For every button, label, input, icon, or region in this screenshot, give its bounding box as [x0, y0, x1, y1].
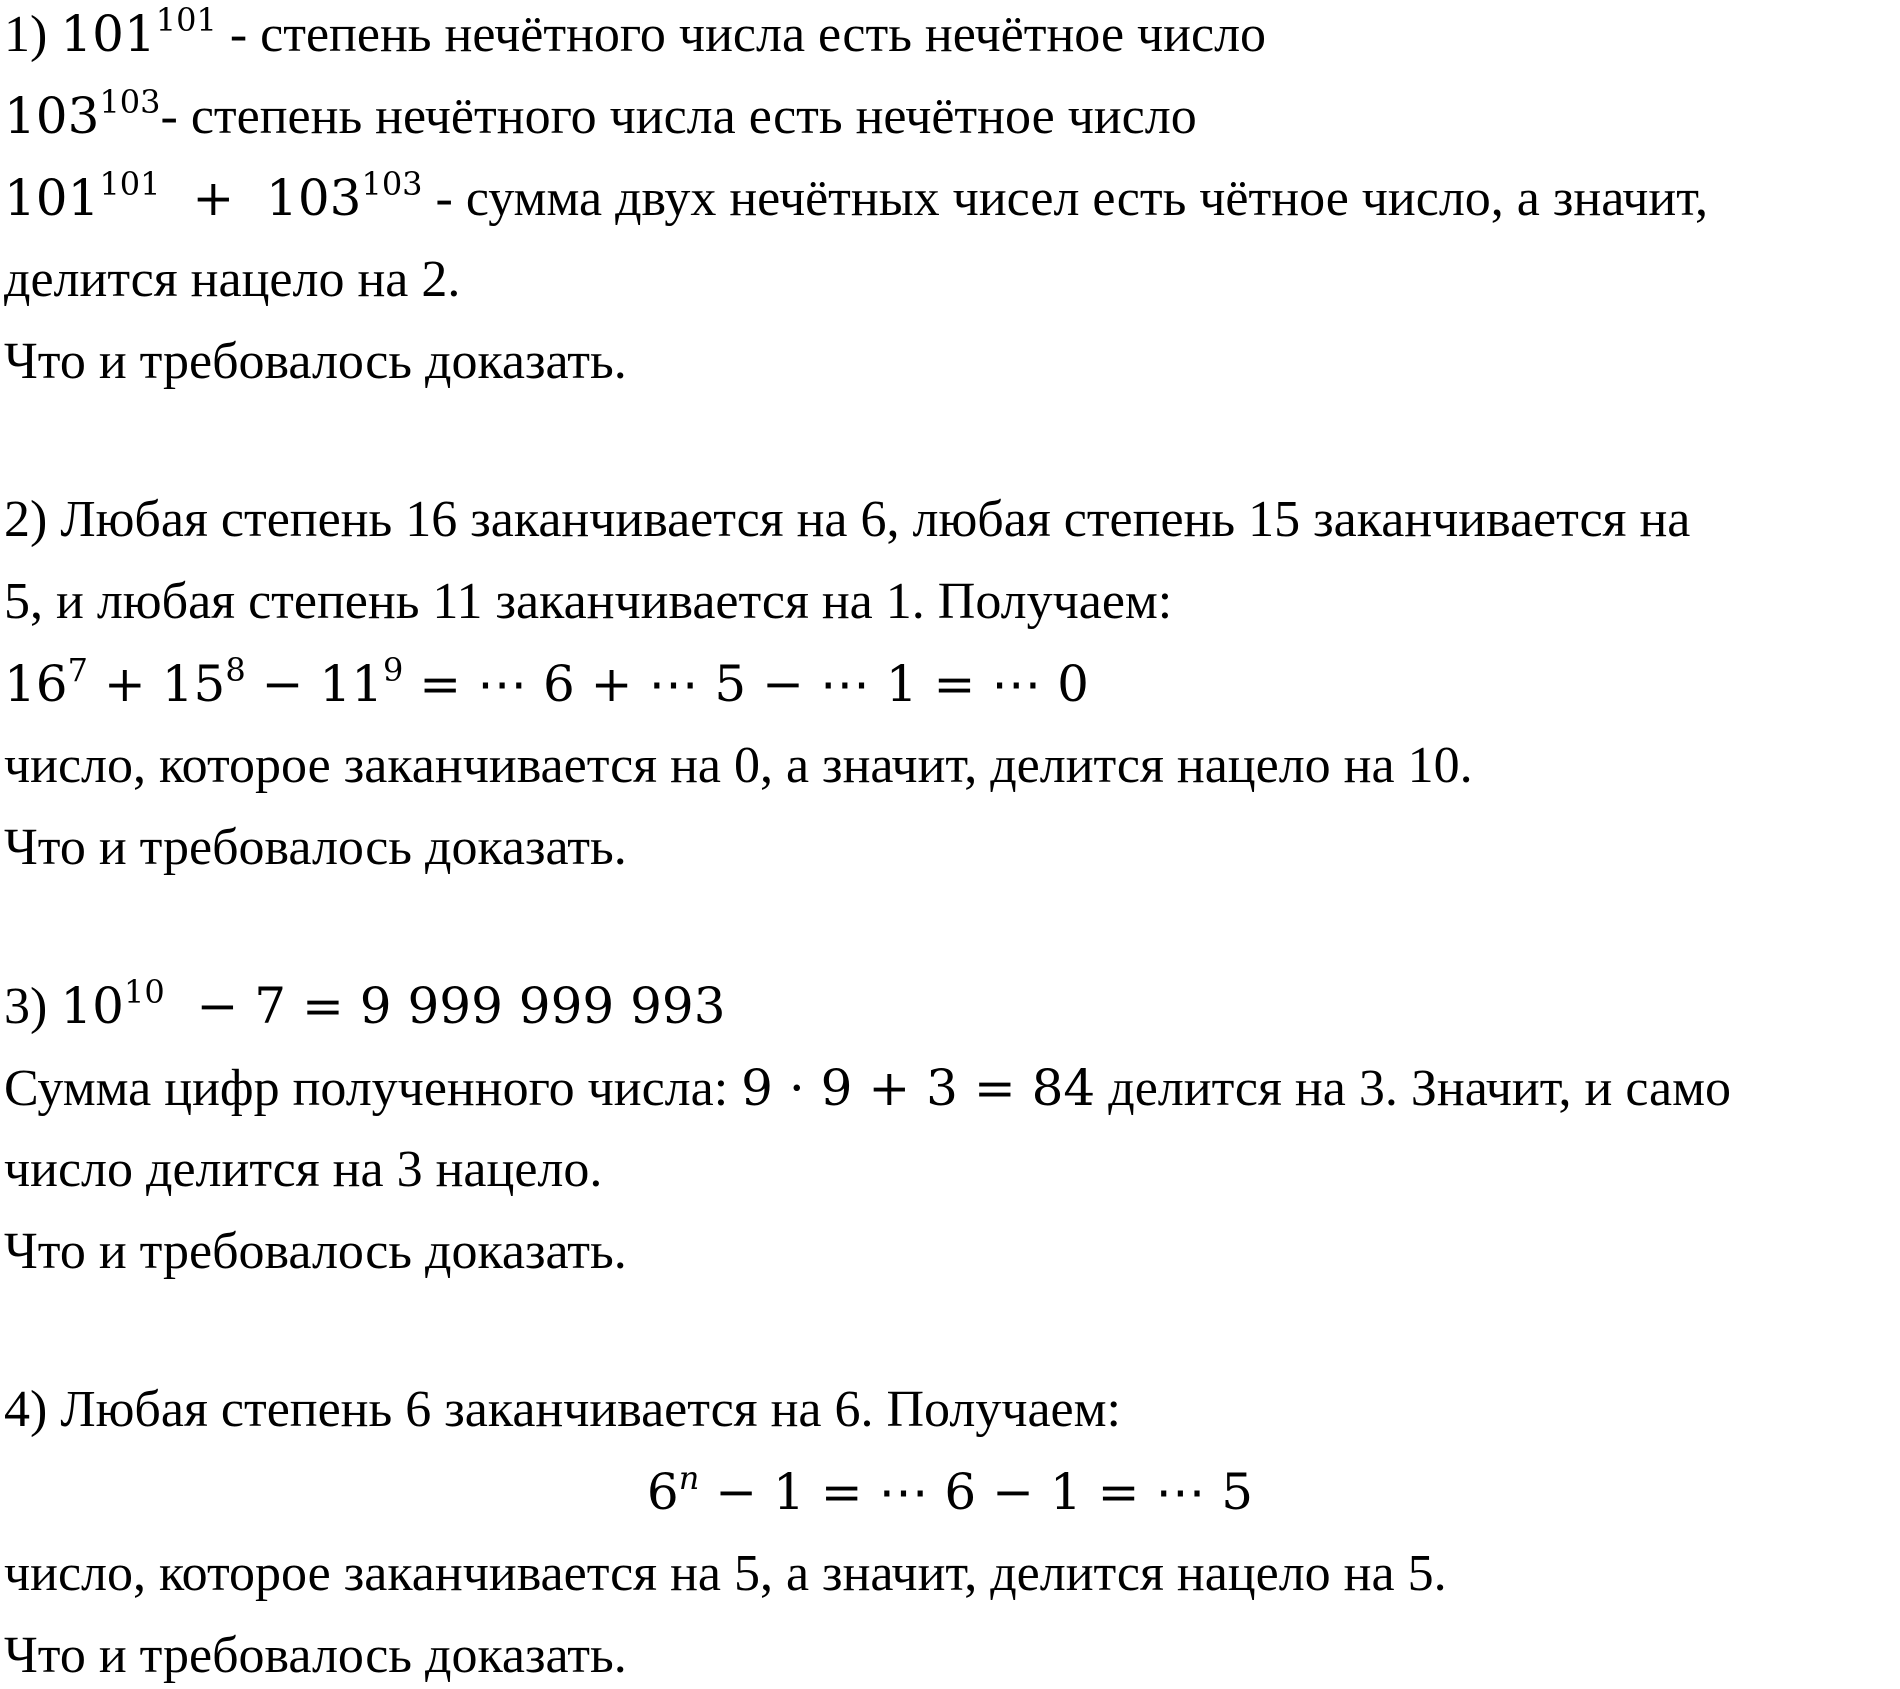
p2-line-1: 2) Любая степень 16 заканчивается на 6, любая степень 15 заканчивается на: [4, 491, 1691, 548]
p3-conclusion: Что и требовалось доказать.: [4, 1223, 627, 1280]
p4-line-3: число, которое заканчивается на 5, а значит, делится нацело на 5.: [4, 1545, 1447, 1602]
p1-line-1-text: - степень нечётного числа есть нечётное число: [229, 6, 1267, 63]
p3-equation: 3) $10^{10} - 7 = 9$ 999 999 993: [4, 973, 726, 1035]
p1-line-3-text: - сумма двух нечётных чисел есть чётное число, а значит,: [435, 170, 1709, 227]
p1-line-3: [4, 165, 1709, 228]
p1-power-103: $103^{103}$: [4, 83, 161, 145]
p1-power-101: $101^{101}$: [60, 1, 217, 63]
p2-conclusion: Что и требовалось доказать.: [4, 819, 627, 876]
p2-line-2: 5, и любая степень 11 заканчивается на 1. Получаем:: [4, 573, 1173, 630]
p3-number: 3): [4, 978, 48, 1035]
p1-number: 1): [4, 6, 48, 63]
p4-conclusion: Что и требовалось доказать.: [4, 1627, 627, 1684]
p2-equation: $16^7 + 15^8 - 11^9$ = ⋯ 6 + ⋯ 5 − ⋯ 1 = ⋯ 0: [4, 651, 1089, 713]
p1-conclusion: Что и требовалось доказать.: [4, 333, 627, 390]
p3-line-2: Сумма цифр полученного числа: 9 · 9 + 3 = 84 делится на 3. Значит, и само: [4, 1059, 1732, 1117]
p1-line-1: [4, 1, 1267, 64]
p4-equation: 6$^n$ − 1 = ⋯ 6 − 1 = ⋯ 5: [646, 1459, 1254, 1521]
p1-line-2-text: - степень нечётного числа есть нечётное число: [160, 88, 1197, 145]
p1-line-2: [4, 83, 1197, 146]
p2-line-4: число, которое заканчивается на 0, а значит, делится нацело на 10.: [4, 737, 1473, 794]
p3-line-3: число делится на 3 нацело.: [4, 1141, 603, 1198]
p1-line-4: делится нацело на 2.: [4, 251, 461, 308]
p4-line-1: 4) Любая степень 6 заканчивается на 6. Получаем:: [4, 1381, 1121, 1438]
p1-sum-expression: $101^{101} + 103^{103}$: [4, 165, 423, 227]
